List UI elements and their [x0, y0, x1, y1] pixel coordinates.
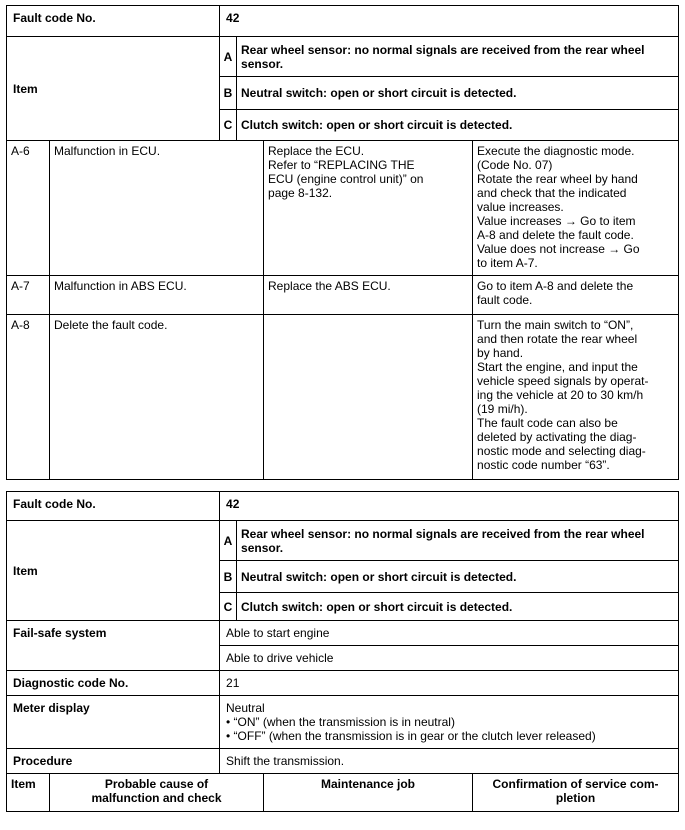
text-line: Turn the main switch to “ON”, — [477, 318, 634, 332]
item-letter-c: C — [220, 593, 237, 621]
fault-table-top — [6, 5, 679, 480]
row-confirm — [473, 276, 679, 315]
text-line: page 8-132. — [268, 186, 333, 200]
text-line: • “ON” (when the transmission is in neutral) — [226, 715, 455, 729]
text-line: ECU (engine control unit)” on — [268, 172, 424, 186]
row-cause: Malfunction in ABS ECU. — [50, 276, 264, 315]
row-job — [264, 315, 473, 480]
text-line: Value increases → Go to item — [477, 214, 636, 228]
item-letter-b: B — [220, 77, 237, 110]
text-line: nostic mode and selecting diag- — [477, 444, 646, 458]
text-line: Start the engine, and input the — [477, 360, 638, 374]
fault-code-label: Fault code No. — [7, 492, 220, 521]
text-line: vehicle speed signals by operat- — [477, 374, 649, 388]
fault-table-bottom — [6, 491, 679, 812]
fault-code-value: 42 — [220, 6, 679, 37]
text-line: Go to item A-8 and delete the — [477, 279, 634, 293]
item-desc-c: Clutch switch: open or short circuit is detected. — [237, 593, 679, 621]
procedure-label: Procedure — [7, 749, 220, 774]
text-line: Neutral — [226, 701, 265, 715]
diagnostic-code-label: Diagnostic code No. — [7, 671, 220, 696]
item-desc-a: Rear wheel sensor: no normal signals are received from the rear wheel sensor. — [237, 521, 679, 561]
row-confirm — [473, 141, 679, 276]
row-id: A-8 — [7, 315, 50, 480]
text-line: malfunction and check — [91, 791, 222, 805]
text-line: (19 mi/h). — [477, 402, 528, 416]
text-line: Value does not increase → Go — [477, 242, 640, 256]
item-label: Item — [7, 37, 220, 141]
text-line: to item A-7. — [477, 256, 538, 270]
fault-code-label: Fault code No. — [7, 6, 220, 37]
fault-code-value: 42 — [220, 492, 679, 521]
table-row — [7, 141, 679, 276]
text-line: • “OFF” (when the transmission is in gear or the clutch lever released) — [226, 729, 596, 743]
meter-display-value — [220, 696, 679, 749]
text-line: fault code. — [477, 293, 533, 307]
item-desc-a: Rear wheel sensor: no normal signals are received from the rear wheel sensor. — [237, 37, 679, 77]
text-line: Execute the diagnostic mode. — [477, 144, 635, 158]
col-header-item: Item — [7, 774, 50, 812]
text-line: value increases. — [477, 200, 564, 214]
col-header-cause — [50, 774, 264, 812]
row-job — [264, 141, 473, 276]
row-id: A-6 — [7, 141, 50, 276]
col-header-job: Maintenance job — [264, 774, 473, 812]
diagnostic-code-value: 21 — [220, 671, 679, 696]
table-row — [7, 315, 679, 480]
text-line: by hand. — [477, 346, 524, 360]
text-line: Confirmation of service com- — [492, 777, 659, 791]
text-line: pletion — [555, 791, 596, 805]
text-line: Probable cause of — [104, 777, 209, 791]
text-line: and check that the indicated — [477, 186, 627, 200]
item-desc-c: Clutch switch: open or short circuit is detected. — [237, 110, 679, 141]
text-line: deleted by activating the diag- — [477, 430, 637, 444]
col-header-confirm — [473, 774, 679, 812]
text-line: (Code No. 07) — [477, 158, 553, 172]
text-line: Rotate the rear wheel by hand — [477, 172, 638, 186]
text-line: ing the vehicle at 20 to 30 km/h — [477, 388, 644, 402]
text-line: A-8 and delete the fault code. — [477, 228, 634, 242]
failsafe-value-2: Able to drive vehicle — [220, 646, 679, 671]
row-confirm — [473, 315, 679, 480]
item-desc-b: Neutral switch: open or short circuit is detected. — [237, 77, 679, 110]
text-line: Refer to “REPLACING THE — [268, 158, 415, 172]
item-letter-a: A — [220, 521, 237, 561]
text-line: Replace the ABS ECU. — [268, 279, 391, 293]
item-label: Item — [7, 521, 220, 621]
text-line: nostic code number “63”. — [477, 458, 610, 472]
meter-display-label: Meter display — [7, 696, 220, 749]
procedure-value: Shift the transmission. — [220, 749, 679, 774]
failsafe-value-1: Able to start engine — [220, 621, 679, 646]
failsafe-label: Fail-safe system — [7, 621, 220, 671]
row-cause: Delete the fault code. — [50, 315, 264, 480]
text-line: The fault code can also be — [477, 416, 618, 430]
row-id: A-7 — [7, 276, 50, 315]
item-letter-c: C — [220, 110, 237, 141]
item-desc-b: Neutral switch: open or short circuit is detected. — [237, 561, 679, 593]
row-job — [264, 276, 473, 315]
item-letter-b: B — [220, 561, 237, 593]
text-line: Replace the ECU. — [268, 144, 365, 158]
row-cause: Malfunction in ECU. — [50, 141, 264, 276]
table-row — [7, 276, 679, 315]
text-line: and then rotate the rear wheel — [477, 332, 638, 346]
item-letter-a: A — [220, 37, 237, 77]
